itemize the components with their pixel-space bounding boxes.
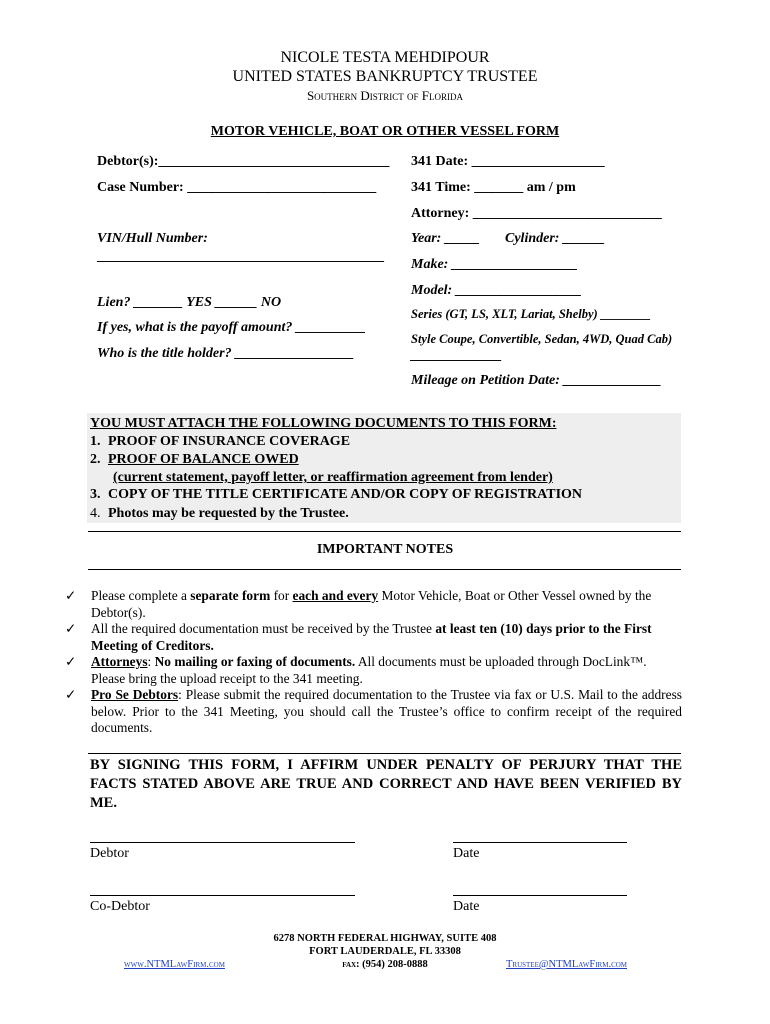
divider xyxy=(88,531,681,532)
debtors-field[interactable]: Debtor(s):_________________________________ xyxy=(97,154,390,169)
attach-item-text: PROOF OF BALANCE OWED xyxy=(108,452,299,467)
note-text: Please complete a xyxy=(91,588,191,603)
note-emphasis: at least ten (10) days prior to the First Meeting of Creditors. xyxy=(91,621,652,653)
form-title: MOTOR VEHICLE, BOAT OR OTHER VESSEL FORM xyxy=(210,124,560,139)
footer-address-line2: FORT LAUDERDALE, FL 33308 xyxy=(309,946,461,957)
checkmark-icon: ✓ xyxy=(65,687,77,702)
affirmation-text: BY SIGNING THIS FORM, I AFFIRM UNDER PENALTY OF PERJURY THAT THE FACTS STATED ABOVE ARE TRUE AND CORRECT AND HAVE BEEN VERIFIED BY ME. xyxy=(90,757,682,811)
attach-item-2 xyxy=(90,452,299,468)
attach-item-number: 4. xyxy=(90,506,101,521)
trustee-name: NICOLE TESTA MEHDIPOUR xyxy=(280,49,490,66)
attach-item-number: 3. xyxy=(90,487,101,502)
vin-hull-field[interactable]: _________________________________________ xyxy=(97,249,384,264)
attach-item-1 xyxy=(90,434,350,450)
attach-item-3 xyxy=(90,487,582,503)
debtor-signature-line[interactable] xyxy=(90,842,355,843)
checkmark-icon: ✓ xyxy=(65,588,77,603)
checkmark-icon: ✓ xyxy=(65,654,77,669)
note-emphasis: Attorneys xyxy=(91,654,148,669)
attach-item-text: Photos may be requested by the Trustee. xyxy=(108,506,349,521)
attach-item-number: 2. xyxy=(90,452,101,467)
payoff-field[interactable]: If yes, what is the payoff amount? __________ xyxy=(97,320,366,335)
style-field[interactable]: Style Coupe, Convertible, Sedan, 4WD, Quad Cab) xyxy=(411,332,673,346)
vin-hull-label: VIN/Hull Number: xyxy=(97,231,208,246)
note-emphasis: separate form xyxy=(190,588,271,603)
note-deadline xyxy=(62,621,682,654)
style-line[interactable]: _____________ xyxy=(411,348,502,363)
notes-list xyxy=(62,588,682,737)
debtor-label: Debtor xyxy=(90,846,129,861)
series-field[interactable]: Series (GT, LS, XLT, Lariat, Shelby) ________ xyxy=(411,307,651,321)
cylinder-field[interactable]: Cylinder: ______ xyxy=(505,231,605,246)
case-number-field[interactable]: Case Number: ___________________________ xyxy=(97,180,377,195)
note-emphasis: No mailing or faxing of documents. xyxy=(154,654,356,669)
attach-item-text: PROOF OF INSURANCE COVERAGE xyxy=(108,434,351,449)
notes-heading: IMPORTANT NOTES xyxy=(316,542,454,557)
attach-item-number: 1. xyxy=(90,434,101,449)
note-emphasis: each and every xyxy=(292,588,379,603)
note-separate-form xyxy=(62,588,682,621)
attach-heading: YOU MUST ATTACH THE FOLLOWING DOCUMENTS TO THIS FORM: xyxy=(90,416,557,431)
codebtor-signature-line[interactable] xyxy=(90,895,355,896)
title-holder-field[interactable]: Who is the title holder? _________________ xyxy=(97,346,355,361)
checkmark-icon: ✓ xyxy=(65,621,77,636)
note-text: All the required documentation must be received by the Trustee xyxy=(91,621,436,636)
time-341-field[interactable]: 341 Time: _______ am / pm xyxy=(411,180,576,195)
attach-item-4 xyxy=(90,506,349,522)
note-text: : xyxy=(147,654,155,669)
lien-field[interactable]: Lien? _______ YES ______ NO xyxy=(97,295,282,310)
attach-item-text: COPY OF THE TITLE CERTIFICATE AND/OR COPY OF REGISTRATION xyxy=(108,487,583,502)
year-field[interactable]: Year: _____ xyxy=(411,231,480,246)
date-label: Date xyxy=(453,846,480,861)
model-field[interactable]: Model: __________________ xyxy=(411,283,582,298)
divider xyxy=(88,753,681,754)
email-link[interactable]: Trustee@NTMLawFirm.com xyxy=(506,959,628,970)
footer-fax: fax: (954) 208-0888 xyxy=(342,959,428,970)
district-name: Southern District of Florida xyxy=(306,88,464,103)
date-signature-line[interactable] xyxy=(453,895,627,896)
website-link[interactable]: www.NTMLawFirm.com xyxy=(124,959,225,970)
codebtor-label: Co-Debtor xyxy=(90,899,150,914)
attach-item-2-detail: (current statement, payoff letter, or reaffirmation agreement from lender) xyxy=(113,470,553,485)
footer-address-line1: 6278 NORTH FEDERAL HIGHWAY, SUITE 408 xyxy=(273,933,497,944)
make-field[interactable]: Make: __________________ xyxy=(411,257,578,272)
note-text: All documents must be uploaded through DocLink™. Please bring the upload receipt to the 341 meeting. xyxy=(91,654,647,686)
date-label: Date xyxy=(453,899,480,914)
date-341-field[interactable]: 341 Date: ___________________ xyxy=(411,154,605,169)
trustee-title: UNITED STATES BANKRUPTCY TRUSTEE xyxy=(232,68,538,85)
note-text: Motor Vehicle, Boat or Other Vessel owned by the Debtor(s). xyxy=(91,588,652,620)
note-emphasis: Pro Se Debtors xyxy=(91,687,179,702)
date-signature-line[interactable] xyxy=(453,842,627,843)
attorney-field[interactable]: Attorney: ___________________________ xyxy=(411,206,662,221)
note-attorneys xyxy=(62,654,682,687)
mileage-field[interactable]: Mileage on Petition Date: ______________ xyxy=(411,373,662,388)
note-text: for xyxy=(270,588,293,603)
note-text: : Please submit the required documentation to the Trustee via fax or U.S. Mail to the address below. Prior to the 341 Meeting, you should call the Trustee’s office to confirm receipt of the required documents. xyxy=(91,687,682,735)
note-pro-se xyxy=(62,687,682,737)
divider xyxy=(88,569,681,570)
